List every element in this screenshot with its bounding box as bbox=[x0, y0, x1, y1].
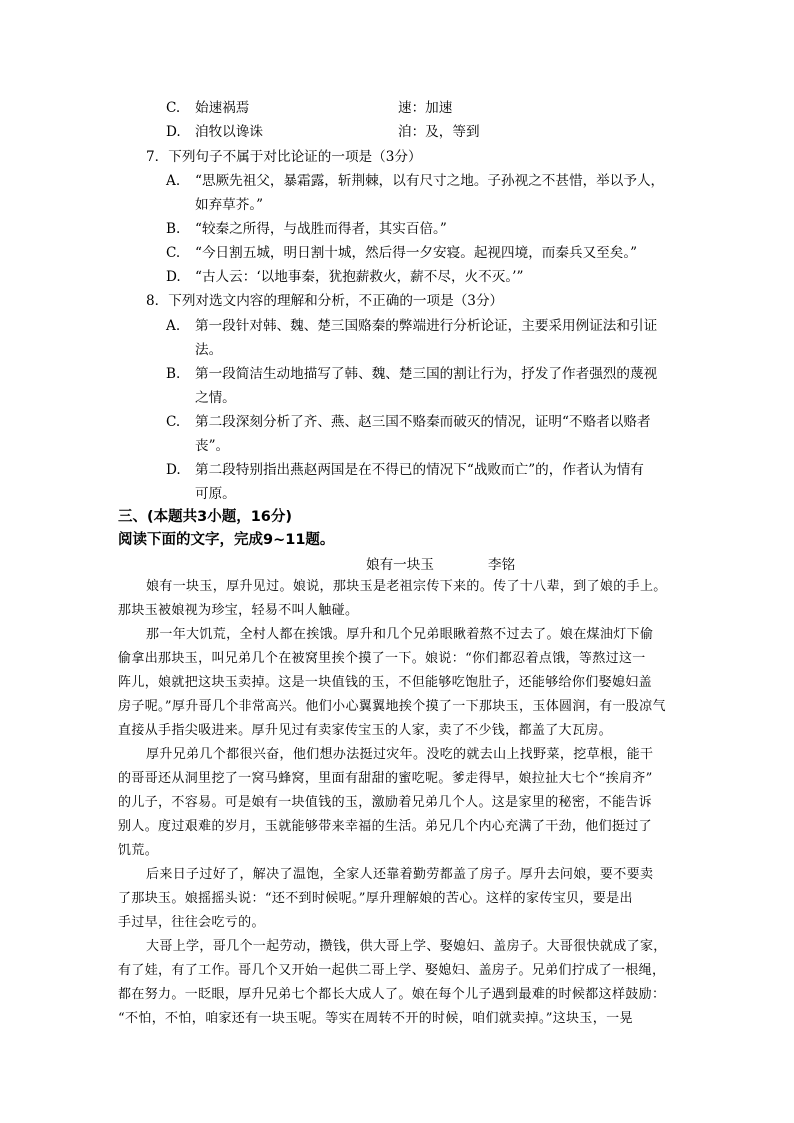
story-line: 直接从手指尖吸进来。厚升见过有卖家传宝玉的人家，卖了不少钱，都盖了大瓦房。 bbox=[118, 723, 612, 738]
story-line: 那一年大饥荒，全村人都在挨饿。厚升和几个兄弟眼瞅着熬不过去了。娘在煤油灯下偷 bbox=[146, 627, 654, 642]
q8-option-b-line2: 之情。 bbox=[195, 390, 236, 406]
q8-option-c-line1: 第二段深刻分析了齐、燕、赵三国不赂秦而破灭的情况，证明“不赂者以赂者 bbox=[195, 414, 651, 430]
story-author: 李铭 bbox=[488, 557, 516, 573]
q8-option-c-line2: 丧”。 bbox=[195, 438, 230, 454]
story-line: 大哥上学，哥几个一起劳动，攒钱，供大哥上学、娶媳妇、盖房子。大哥很快就成了家， bbox=[146, 939, 667, 954]
story-line: 房子呢。”厚升哥几个非常高兴。他们小心翼翼地挨个摸了一下那块玉，玉体圆润，有一股凉气 bbox=[118, 699, 666, 714]
q7-option-a-line2: 如弃草芥。” bbox=[195, 197, 264, 213]
story-line: 了那块玉。娘摇摇头说：“还不到时候呢。”厚升理解娘的苦心。这样的家传宝贝，要是出 bbox=[118, 891, 633, 906]
q8-option-c-label: C. bbox=[166, 414, 181, 430]
q8-option-a-line1: 第一段针对韩、魏、楚三国赂秦的弊端进行分析论证，主要采用例证法和引证 bbox=[195, 318, 658, 334]
story-title: 娘有一块玉 bbox=[366, 557, 434, 573]
q6-option-d-note: 洎：及，等到 bbox=[398, 124, 480, 140]
q6-option-c-label: C. bbox=[166, 100, 181, 116]
q8-option-d-line1: 第二段特别指出燕赵两国是在不得已的情况下“战败而亡”的，作者认为情有 bbox=[195, 462, 644, 478]
story-line: 的哥哥还从洞里挖了一窝马蜂窝，里面有甜甜的蜜吃呢。爹走得早，娘拉扯大七个“挨肩齐” bbox=[118, 771, 653, 786]
q7-option-a-line1: “思厥先祖父，暴霜露，斩荆棘，以有尺寸之地。子孙视之不甚惜，举以予人， bbox=[195, 173, 665, 189]
q7-option-d-line1: “古人云：‘以地事秦，犹抱薪救火，薪不尽，火不灭。’” bbox=[195, 269, 524, 285]
q7-option-b-line1: “较秦之所得，与战胜而得者，其实百倍。” bbox=[195, 221, 447, 237]
story-line: 手过早，往往会吃亏的。 bbox=[118, 915, 265, 930]
q7-option-c-label: C. bbox=[166, 245, 181, 261]
story-line: 那块玉被娘视为珍宝，轻易不叫人触碰。 bbox=[118, 603, 359, 618]
story-line: 阵儿，娘就把这块玉卖掉。这是一块值钱的玉，不但能够吃饱肚子，还能够给你们娶媳妇盖 bbox=[118, 675, 653, 690]
q7-option-b-label: B. bbox=[166, 221, 181, 237]
q7-option-d-label: D. bbox=[166, 269, 181, 285]
story-line: 后来日子过好了，解决了温饱，全家人还靠着勤劳都盖了房子。厚升去问娘，要不要卖 bbox=[146, 867, 654, 882]
q6-option-c-note: 速：加速 bbox=[398, 100, 453, 116]
q6-option-d-label: D. bbox=[166, 124, 181, 140]
section3-instruction: 阅读下面的文字，完成9~11题。 bbox=[118, 532, 335, 548]
story-line: 偷拿出那块玉，叫兄弟几个在被窝里挨个摸了一下。娘说：“你们都忍着点饿，等熬过这一 bbox=[118, 651, 646, 666]
q8-stem: 8．下列对选文内容的理解和分析，不正确的一项是（3分） bbox=[146, 293, 504, 309]
story-line: 别人。度过艰难的岁月，玉就能够带来幸福的生活。弟兄几个内心充满了干劲，他们挺过了 bbox=[118, 819, 653, 834]
q7-stem: 7．下列句子不属于对比论证的一项是（3分） bbox=[146, 149, 422, 165]
story-line: 的儿子，不容易。可是娘有一块值钱的玉，激励着兄弟几个人。这是家里的秘密，不能告诉 bbox=[118, 795, 653, 810]
q8-option-d-line2: 可原。 bbox=[195, 486, 236, 502]
q8-option-b-label: B. bbox=[166, 366, 181, 382]
q7-option-a-label: A. bbox=[166, 173, 181, 189]
q8-option-d-label: D. bbox=[166, 462, 181, 478]
section3-heading: 三、(本题共3小题，16分) bbox=[118, 509, 293, 525]
q7-option-c-line1: “今日割五城，明日割十城，然后得一夕安寝。起视四境，而秦兵又至矣。” bbox=[195, 245, 638, 261]
story-line: 有了娃，有了工作。哥几个又开始一起供二哥上学、娶媳妇、盖房子。兄弟们拧成了一根绳， bbox=[118, 963, 666, 978]
story-line: “不怕，不怕，咱家还有一块玉呢。等实在周转不开的时候，咱们就卖掉。”这块玉，一晃 bbox=[118, 1011, 633, 1026]
q8-option-b-line1: 第一段简洁生动地描写了韩、魏、楚三国的割让行为，抒发了作者强烈的蔑视 bbox=[195, 366, 658, 382]
q8-option-a-label: A. bbox=[166, 318, 181, 334]
story-line: 厚升兄弟几个都很兴奋，他们想办法挺过灾年。没吃的就去山上找野菜，挖草根，能干 bbox=[146, 747, 654, 762]
story-line: 都在努力。一眨眼，厚升兄弟七个都长大成人了。娘在每个儿子遇到最难的时候都这样鼓励： bbox=[118, 987, 666, 1002]
story-line: 娘有一块玉，厚升见过。娘说，那块玉是老祖宗传下来的。传了十八辈，到了娘的手上。 bbox=[146, 579, 667, 594]
story-line: 饥荒。 bbox=[118, 843, 159, 858]
q6-option-c-text: 始速祸焉 bbox=[195, 100, 250, 116]
q6-option-d-text: 洎牧以谗诛 bbox=[195, 124, 263, 140]
q8-option-a-line2: 法。 bbox=[195, 342, 223, 358]
